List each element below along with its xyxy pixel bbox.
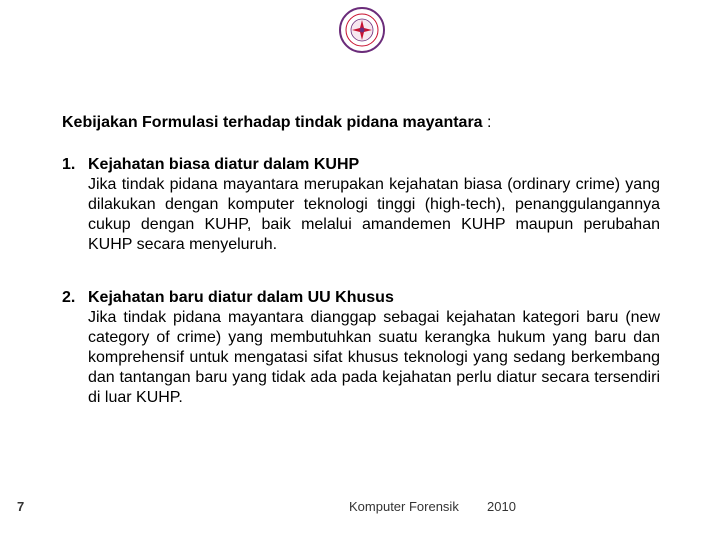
list-item <box>62 288 660 408</box>
page-number: 7 <box>17 499 25 514</box>
item-body: Jika tindak pidana mayantara merupakan kejahatan biasa (ordinary crime) yang dilakukan dengan komputer teknologi tinggi (high-tech), penanggulangannya cukup dengan KUHP, baik melalui amandemen KUHP maupun perubahan KUHP secara menyeluruh. <box>88 176 660 253</box>
university-logo <box>338 6 386 54</box>
item-title: Kejahatan biasa diatur dalam KUHP <box>88 156 360 173</box>
list-item <box>62 155 660 255</box>
item-title: Kejahatan baru diatur dalam UU Khusus <box>88 289 394 306</box>
item-number: 2. <box>62 289 76 306</box>
footer-year: 2010 <box>487 499 516 514</box>
item-title-row <box>62 288 660 308</box>
heading-title: Kebijakan Formulasi terhadap tindak pidana mayantara <box>62 114 483 131</box>
item-body: Jika tindak pidana mayantara dianggap sebagai kejahatan kategori baru (new category of crime) yang membutuhkan suatu kerangka hukum yang baru dan komprehensif untuk mengatasi sifat khusus teknologi yang sedang berkembang dan tantangan baru yang tidak ada pada kejahatan perlu diatur secara tersendiri di luar KUHP. <box>88 309 660 406</box>
heading-colon: : <box>482 114 492 131</box>
slide-heading <box>62 113 491 133</box>
item-title-row <box>62 155 660 175</box>
footer-course-name: Komputer Forensik <box>349 499 459 514</box>
item-number: 1. <box>62 156 76 173</box>
